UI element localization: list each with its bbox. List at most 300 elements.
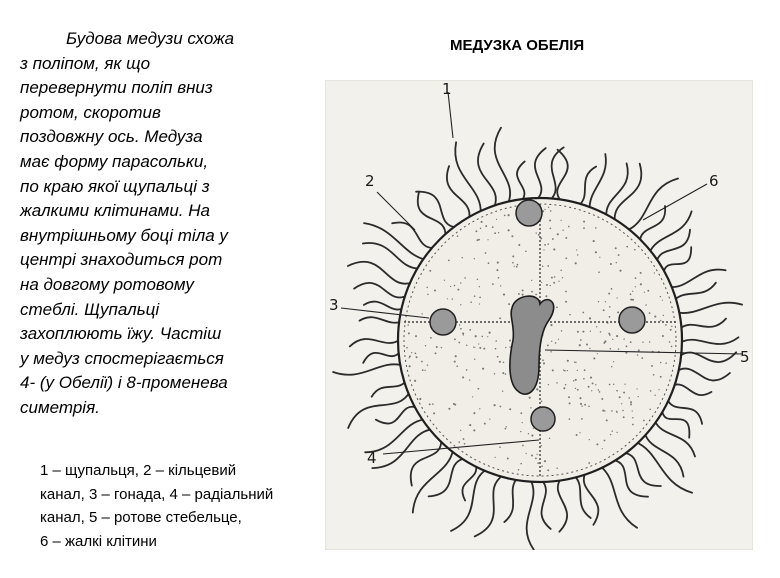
description-line: поздовжну ось. Медуза [20,127,203,147]
texture-dot [557,233,559,235]
texture-dot [533,428,534,429]
texture-dot [579,432,580,433]
texture-dot [556,382,558,384]
texture-dot [583,227,585,229]
texture-dot [518,293,520,295]
texture-dot [623,338,624,339]
texture-dot [529,397,531,399]
texture-dot [492,283,494,285]
texture-dot [454,361,456,363]
texture-dot [595,227,597,229]
texture-dot [556,306,558,308]
texture-dot [586,344,588,346]
texture-dot [616,432,617,433]
texture-dot [483,348,485,350]
texture-dot [473,429,475,431]
texture-dot [522,290,524,292]
legend-line: 6 – жалкі клітини [40,532,157,550]
description-line: симетрія. [20,397,100,417]
texture-dot [454,338,456,340]
texture-dot [596,443,598,445]
texture-dot [642,341,643,342]
texture-dot [436,346,438,348]
figure-label-2: 2 [365,172,375,190]
texture-dot [637,354,638,355]
figure-label-3: 3 [329,296,339,314]
texture-dot [653,374,655,376]
texture-dot [643,420,645,422]
texture-dot [658,389,659,390]
texture-dot [499,317,501,319]
texture-dot [514,266,515,267]
texture-dot [479,296,481,298]
texture-dot [463,438,465,440]
texture-dot [602,410,604,412]
texture-dot [530,407,531,408]
texture-dot [560,220,561,221]
texture-dot [475,335,477,337]
texture-dot [497,262,499,264]
texture-dot [453,403,455,405]
texture-dot [550,351,552,353]
texture-dot [548,384,549,385]
texture-dot [474,359,475,360]
texture-dot [569,314,571,316]
texture-dot [601,398,603,400]
texture-dot [411,352,412,353]
texture-dot [509,340,511,342]
texture-dot [599,257,600,258]
texture-dot [608,333,610,335]
texture-dot [619,396,621,398]
texture-dot [458,342,460,344]
texture-dot [615,247,617,249]
texture-dot [485,225,487,227]
texture-dot [435,352,437,354]
texture-dot [565,237,567,239]
texture-dot [662,335,664,337]
texture-dot [579,397,581,399]
texture-dot [558,281,559,282]
description-line: жалкими клітинами. На [20,201,210,221]
texture-dot [518,244,520,246]
texture-dot [408,332,410,334]
texture-dot [632,417,634,419]
description-line: ротом, скоротив [20,102,161,122]
texture-dot [536,454,537,455]
texture-dot [600,331,602,333]
texture-dot [641,357,643,359]
texture-dot [429,403,431,405]
texture-dot [508,214,510,216]
texture-dot [616,411,618,413]
texture-dot [479,408,480,409]
texture-dot [509,346,510,347]
texture-dot [651,365,653,367]
texture-dot [424,370,425,371]
texture-dot [496,219,497,220]
texture-dot [500,285,501,286]
texture-dot [473,346,474,347]
texture-dot [419,398,421,400]
texture-dot [544,209,545,210]
texture-dot [544,244,546,246]
texture-dot [498,277,500,279]
texture-dot [563,369,564,370]
texture-dot [520,412,522,414]
gonad-left [430,309,456,335]
texture-dot [569,402,571,404]
texture-dot [531,280,532,281]
texture-dot [441,347,442,348]
texture-dot [665,324,667,326]
texture-dot [626,345,628,347]
texture-dot [469,379,470,380]
texture-dot [583,378,585,380]
texture-dot [613,384,614,385]
description-line: внутрішньому боці тіла у [20,225,228,245]
texture-dot [612,339,613,340]
texture-dot [610,434,611,435]
texture-dot [464,443,466,445]
texture-dot [537,462,539,464]
texture-dot [549,438,550,439]
description-line: з поліпом, як що [20,53,151,73]
texture-dot [479,347,481,349]
texture-dot [618,254,620,256]
texture-dot [542,359,544,361]
texture-dot [576,434,578,436]
texture-dot [415,335,417,337]
texture-dot [603,342,605,344]
texture-dot [611,430,612,431]
texture-dot [456,365,458,367]
texture-dot [494,457,495,458]
texture-dot [630,293,632,295]
texture-dot [575,262,577,264]
texture-dot [565,301,567,303]
figure-label-1: 1 [442,80,452,98]
texture-dot [525,250,527,252]
texture-dot [589,348,590,349]
texture-dot [508,229,510,231]
texture-dot [568,396,570,398]
texture-dot [575,388,576,389]
texture-dot [474,295,476,297]
texture-dot [495,348,497,350]
texture-dot [670,329,672,331]
texture-dot [640,283,642,285]
texture-dot [549,220,551,222]
description-line: має форму парасольки, [20,151,209,171]
texture-dot [635,277,637,279]
texture-dot [503,294,505,296]
texture-dot [469,424,471,426]
texture-dot [556,467,558,469]
texture-dot [547,469,549,471]
texture-dot [407,324,409,326]
texture-dot [593,240,595,242]
texture-dot [520,463,522,465]
texture-dot [504,215,506,217]
texture-dot [538,234,540,236]
texture-dot [588,406,590,408]
description-line: по краю якої щупальці з [20,176,210,196]
texture-dot [583,221,585,223]
texture-dot [550,210,552,212]
texture-dot [409,365,411,367]
texture-dot [498,232,499,233]
texture-dot [568,226,570,228]
texture-dot [542,266,544,268]
texture-dot [475,230,477,232]
texture-dot [469,329,471,331]
texture-dot [638,349,640,351]
texture-dot [414,380,416,382]
texture-dot [434,289,436,291]
texture-dot [616,335,618,337]
texture-dot [508,303,510,305]
texture-dot [552,369,554,371]
texture-dot [610,348,612,350]
texture-dot [637,388,638,389]
texture-dot [543,249,544,250]
texture-dot [494,373,495,374]
texture-dot [526,453,527,454]
texture-dot [457,289,459,291]
texture-dot [630,341,632,343]
texture-dot [536,388,538,390]
texture-dot [409,355,411,357]
description-line: на довгому ротовому [20,274,194,294]
texture-dot [638,396,639,397]
texture-dot [616,262,617,263]
description-line: Будова медузи схожа [66,29,235,48]
medusa-drawing [325,80,753,550]
texture-dot [604,410,605,411]
texture-dot [541,282,542,283]
texture-dot [580,339,582,341]
texture-dot [477,239,479,241]
texture-dot [444,280,445,281]
texture-dot [552,238,554,240]
texture-dot [473,412,475,414]
texture-dot [502,391,503,392]
legend-line: канал, 5 – ротове стебельце, [40,509,242,526]
texture-dot [623,416,625,418]
texture-dot [496,269,498,271]
texture-dot [596,326,597,327]
texture-dot [432,403,434,405]
texture-dot [462,257,463,258]
texture-dot [553,248,555,250]
description-line: у медуз спостерігається [20,348,224,368]
texture-dot [541,465,543,467]
texture-dot [463,334,464,335]
texture-dot [494,404,496,406]
texture-dot [577,370,578,371]
texture-dot [609,384,611,386]
texture-dot [575,379,577,381]
texture-dot [477,279,478,280]
texture-dot [499,361,501,363]
texture-dot [577,331,579,333]
texture-dot [497,356,499,358]
texture-dot [547,265,549,267]
texture-dot [479,286,480,287]
texture-dot [517,264,519,266]
texture-dot [528,433,529,434]
texture-dot [433,412,435,414]
texture-dot [506,426,507,427]
texture-dot [640,272,642,274]
texture-dot [589,317,591,319]
texture-dot [589,439,590,440]
description-text [20,27,320,421]
texture-dot [522,422,523,423]
texture-dot [649,341,650,342]
texture-dot [500,406,502,408]
texture-dot [544,460,546,462]
description-line: перевернути поліп вниз [20,78,213,98]
texture-dot [541,445,542,446]
description-line: центрі знаходиться рот [20,250,223,270]
texture-dot [548,207,549,208]
figure-legend [40,459,340,553]
texture-dot [474,347,475,348]
texture-dot [598,271,600,273]
texture-dot [522,294,524,296]
texture-dot [460,328,462,330]
texture-dot [621,403,622,404]
texture-dot [560,270,562,272]
texture-dot [624,384,625,385]
texture-dot [535,294,537,296]
texture-dot [531,291,533,293]
texture-dot [512,255,514,257]
texture-dot [588,386,590,388]
texture-dot [562,277,563,278]
texture-dot [590,377,592,379]
texture-dot [550,285,551,286]
texture-dot [649,312,651,314]
texture-dot [567,370,568,371]
texture-dot [448,408,450,410]
texture-dot [489,418,490,419]
texture-dot [555,342,557,344]
texture-dot [611,366,612,367]
texture-dot [470,301,472,303]
texture-dot [671,346,673,348]
texture-dot [422,369,424,371]
texture-dot [581,418,583,420]
texture-dot [550,324,552,326]
texture-dot [611,288,613,290]
texture-dot [481,336,483,338]
texture-dot [464,277,466,279]
texture-dot [577,389,579,391]
texture-dot [421,361,423,363]
texture-dot [618,348,619,349]
texture-dot [454,285,456,287]
texture-dot [590,331,591,332]
texture-dot [488,262,490,264]
texture-dot [466,344,468,346]
texture-dot [472,396,473,397]
texture-dot [563,387,565,389]
texture-dot [654,316,656,318]
texture-dot [605,301,606,302]
texture-dot [604,440,606,442]
texture-dot [553,282,555,284]
texture-dot [478,388,480,390]
texture-dot [447,298,448,299]
texture-dot [598,389,600,391]
texture-dot [606,419,608,421]
texture-dot [462,332,464,334]
texture-dot [550,228,552,230]
legend-line: 1 – щупальця, 2 – кільцевий [40,462,237,479]
texture-dot [616,390,618,392]
legend-line: канал, 3 – гонада, 4 – радіальний [40,485,274,503]
figure-label-6: 6 [709,172,719,190]
texture-dot [450,286,451,287]
figure-label-5: 5 [740,348,750,366]
texture-dot [480,228,482,230]
texture-dot [427,364,428,365]
texture-dot [509,408,511,410]
texture-dot [603,309,605,311]
texture-dot [484,423,486,425]
texture-dot [644,292,645,293]
texture-dot [558,339,559,340]
texture-dot [518,469,520,471]
texture-dot [541,400,543,402]
texture-dot [561,330,562,331]
texture-dot [466,369,468,371]
texture-dot [511,235,513,237]
texture-dot [505,373,506,374]
texture-dot [582,312,584,314]
figure-label-4: 4 [367,449,377,467]
texture-dot [427,294,429,296]
texture-dot [522,445,524,447]
texture-dot [457,235,459,237]
texture-dot [478,239,480,241]
texture-dot [654,272,655,273]
texture-dot [554,276,556,278]
texture-dot [547,344,549,346]
gonad-top [516,200,542,226]
texture-dot [623,392,625,394]
texture-dot [588,462,590,464]
texture-dot [581,405,582,406]
texture-dot [580,403,582,405]
texture-dot [452,298,453,299]
texture-dot [630,401,632,403]
texture-dot [649,409,651,411]
texture-dot [535,457,537,459]
texture-dot [599,391,601,393]
texture-dot [531,435,533,437]
texture-dot [422,313,423,314]
texture-dot [628,397,630,399]
figure-title: МЕДУЗКА ОБЕЛІЯ [450,37,585,54]
texture-dot [429,270,431,272]
texture-dot [502,372,504,374]
obelia-medusa-figure [325,80,753,550]
texture-dot [654,394,655,395]
